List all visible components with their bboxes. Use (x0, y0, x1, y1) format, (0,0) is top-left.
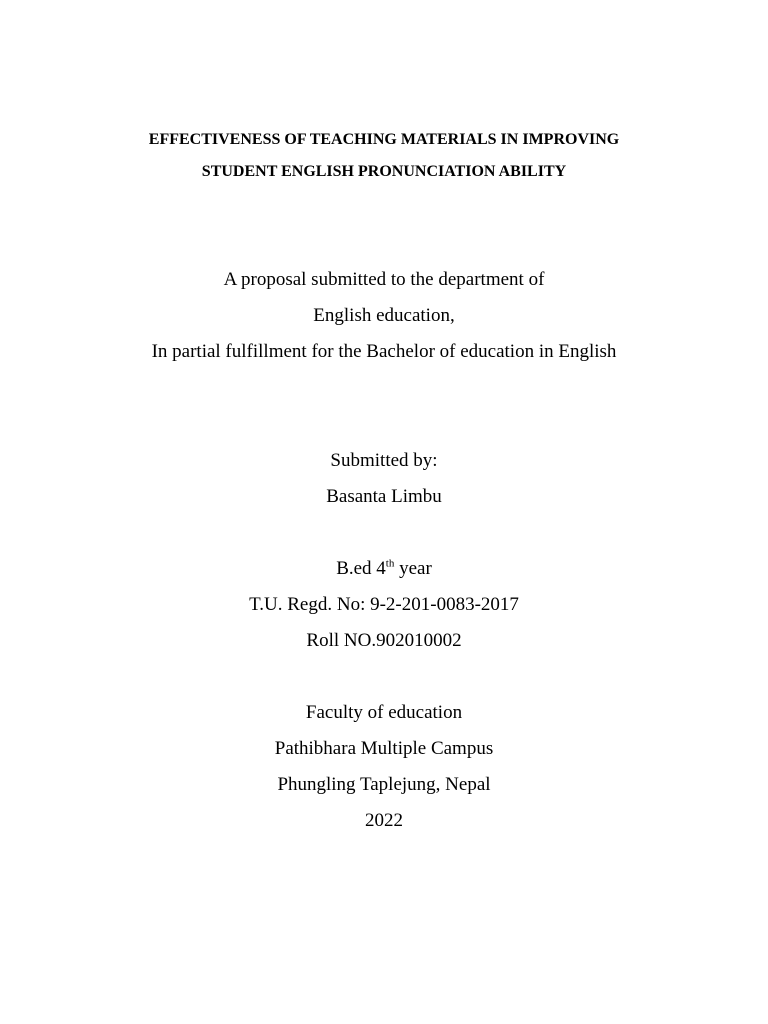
author-name: Basanta Limbu (326, 486, 442, 507)
roll-number: Roll NO.902010002 (306, 630, 462, 651)
proposal-line-1: A proposal submitted to the department of (223, 269, 545, 290)
academic-year-prefix: B.ed 4 (336, 558, 386, 579)
academic-year-superscript: th (385, 557, 395, 570)
proposal-line-2: English education, (313, 305, 455, 326)
title-line-1: EFFECTIVENESS OF TEACHING MATERIALS IN IMPROVING (148, 131, 620, 148)
faculty-name: Faculty of education (305, 702, 463, 723)
submission-year: 2022 (365, 810, 403, 831)
registration-number: T.U. Regd. No: 9-2-201-0083-2017 (249, 594, 519, 615)
title-line-2: STUDENT ENGLISH PRONUNCIATION ABILITY (201, 163, 567, 180)
submitted-by-label: Submitted by: (330, 450, 438, 471)
campus-location: Phungling Taplejung, Nepal (277, 774, 491, 795)
proposal-line-3: In partial fulfillment for the Bachelor of education in English (151, 341, 617, 362)
academic-year-suffix: year (394, 558, 432, 579)
campus-name: Pathibhara Multiple Campus (274, 738, 494, 759)
academic-year (0, 559, 768, 578)
